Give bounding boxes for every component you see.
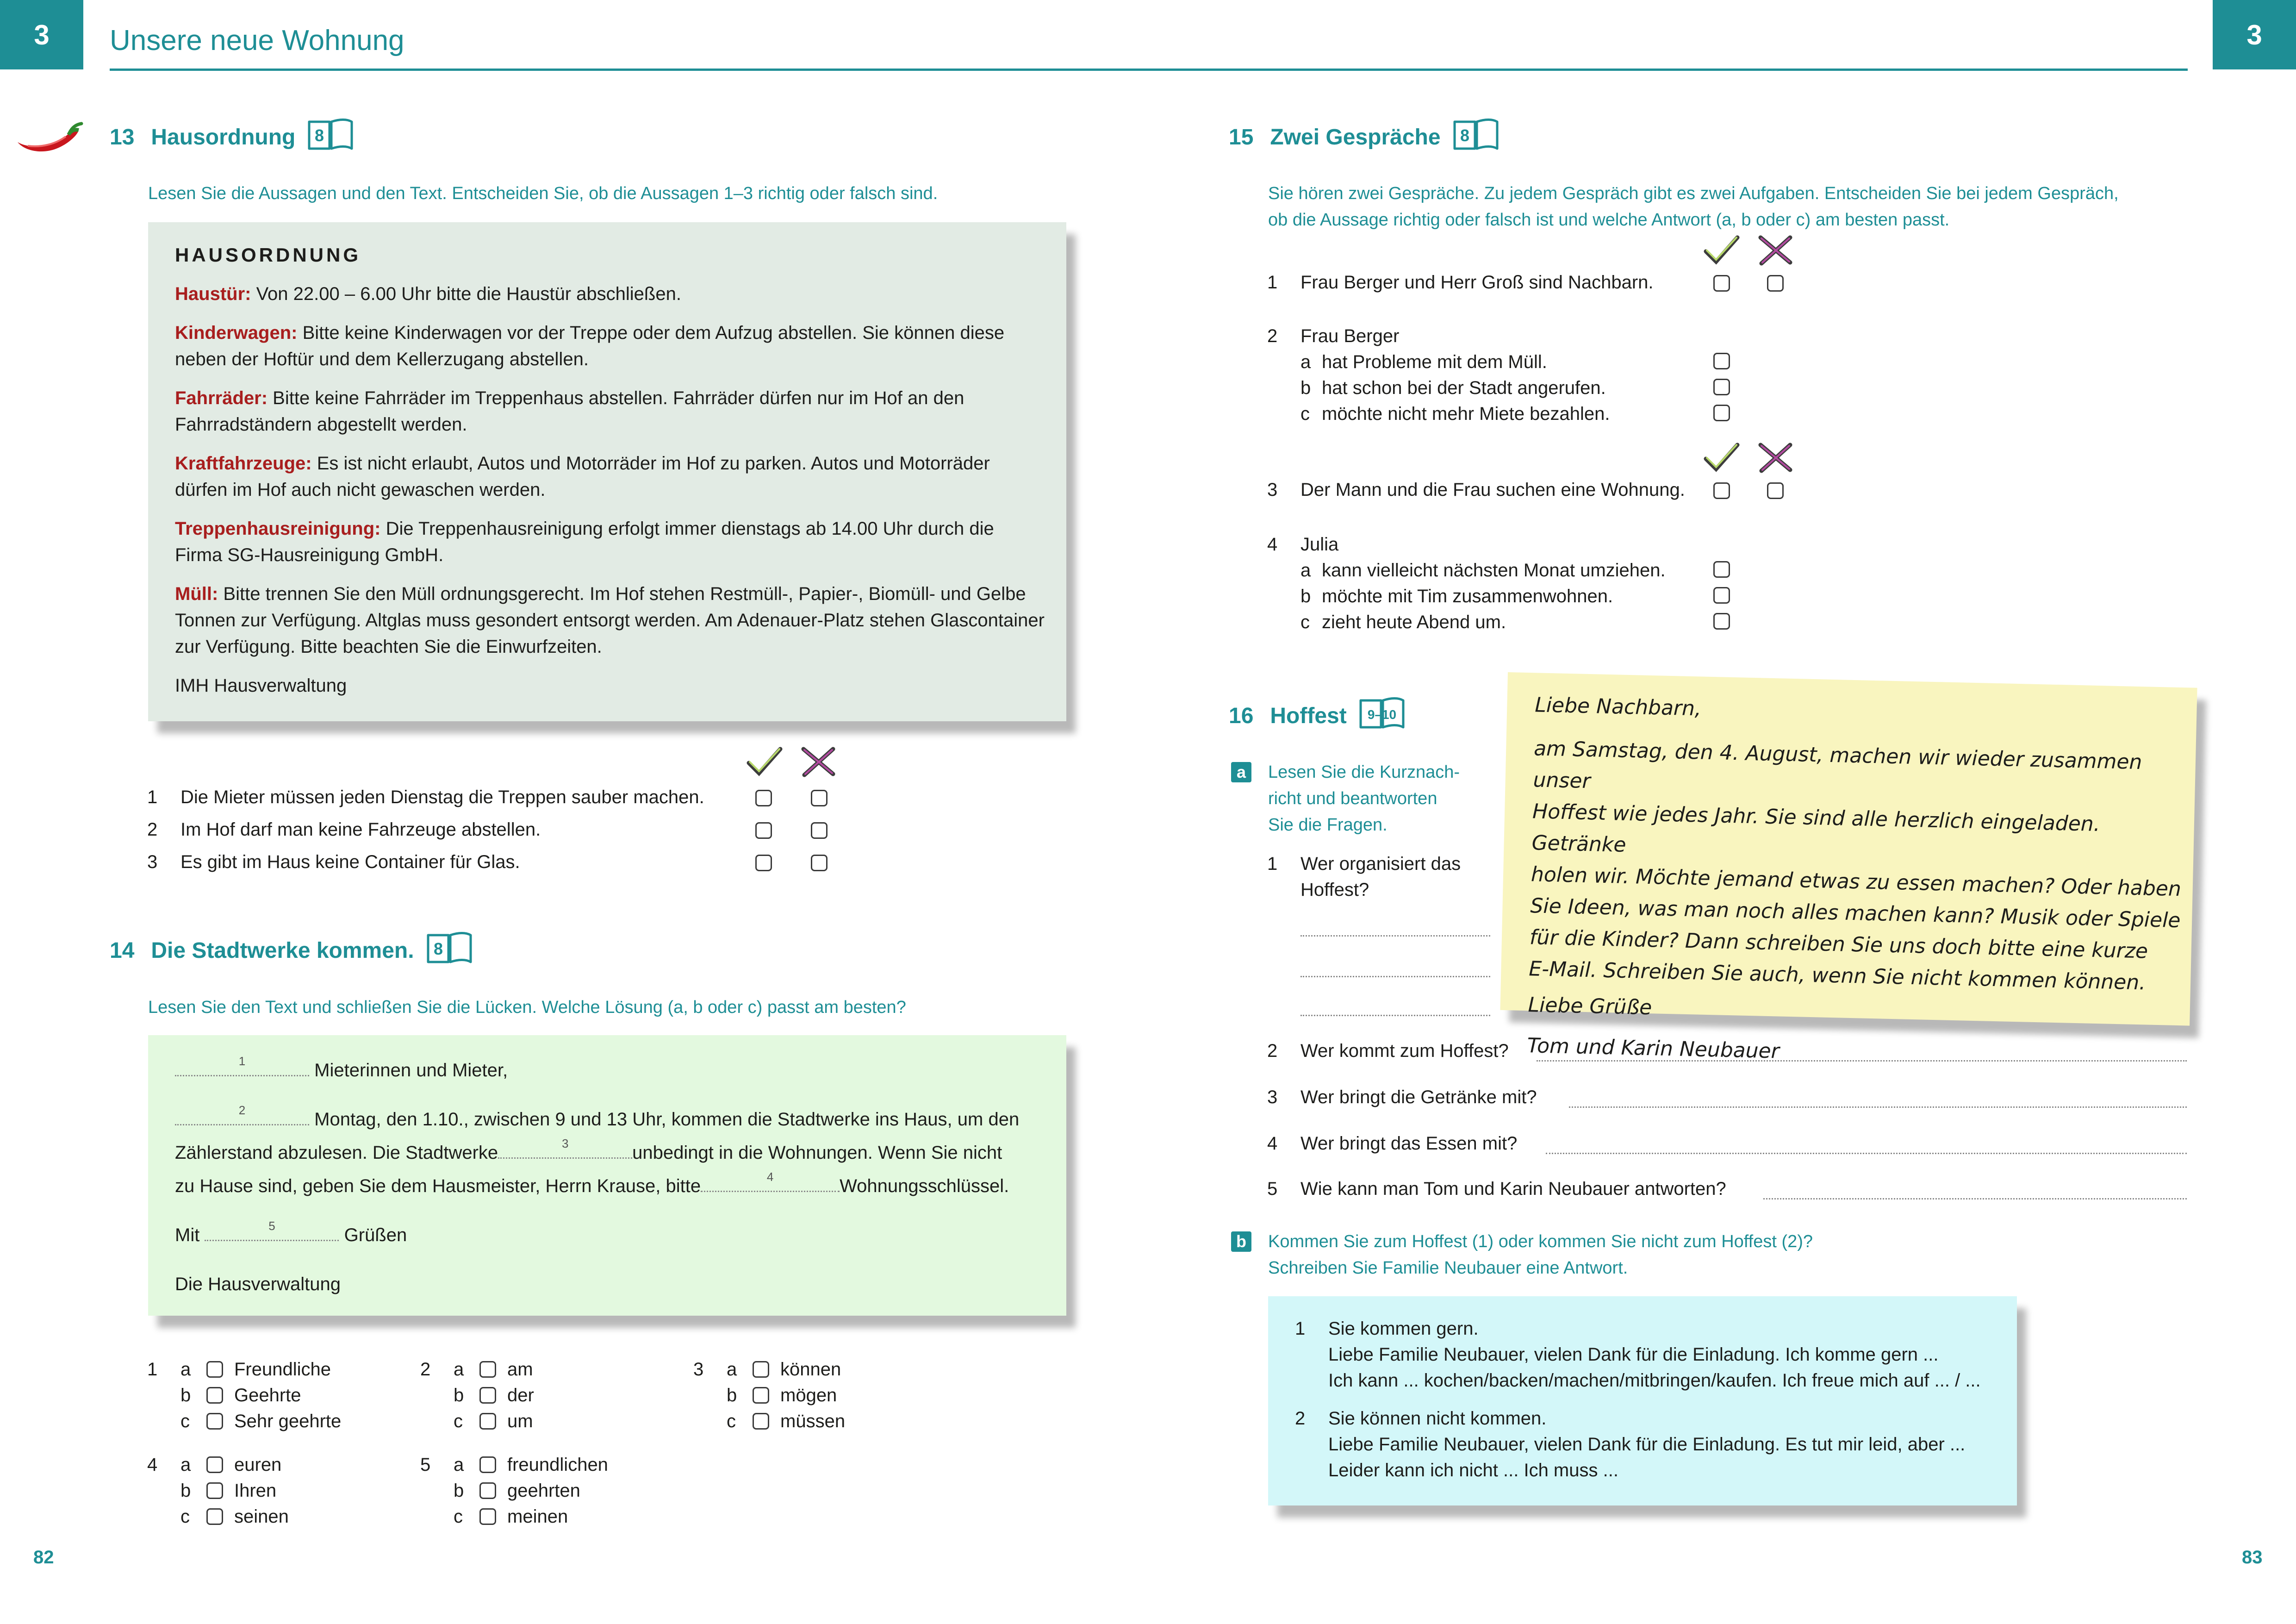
option-letter: c — [454, 1411, 463, 1431]
instruction-line: ob die Aussage richtig oder falsch ist und welche Antwort (a, b oder c) am besten passt. — [1268, 210, 1950, 230]
book-icon — [1359, 697, 1405, 735]
option-checkbox[interactable] — [479, 1482, 496, 1499]
option-number: 2 — [1295, 1408, 1306, 1429]
question-2 — [1267, 323, 1610, 427]
question-text: Wie kann man Tom und Karin Neubauer antworten? — [1300, 1179, 1726, 1199]
option-text: freundlichen — [507, 1455, 608, 1475]
rule-paragraph — [175, 385, 1045, 438]
rule-text: Die Treppenhausreinigung erfolgt immer dienstags ab 14.00 Uhr durch die Firma SG-Hausreinigung GmbH. — [175, 518, 994, 565]
chapter-title: Unsere neue Wohnung — [110, 25, 404, 56]
gap-number: 4 — [766, 1170, 774, 1184]
false-checkbox[interactable] — [1767, 482, 1784, 499]
section-number: 14 — [110, 938, 135, 963]
option-line: Ich kann ... kochen/backen/machen/mitbringen/kaufen. Ich freue mich auf ... / ... — [1328, 1370, 1981, 1391]
item-text: Es gibt im Haus keine Container für Glas. — [180, 852, 520, 872]
rule-paragraph — [175, 581, 1045, 660]
question-text: Wer kommt zum Hoffest? — [1300, 1041, 1509, 1061]
option-letter: a — [727, 1359, 737, 1380]
instruction-line: richt und beantworten — [1268, 789, 1437, 808]
question-1 — [1267, 851, 1480, 903]
task-a-instruction — [1268, 759, 1460, 838]
question-4 — [1267, 1133, 1517, 1154]
rule-label: Fahrräder: — [175, 388, 268, 408]
true-checkbox[interactable] — [1713, 275, 1730, 292]
rule-label: Kraftfahrzeuge: — [175, 453, 312, 474]
notice-text: Mit — [175, 1225, 200, 1245]
section-number: 16 — [1229, 703, 1254, 728]
option-checkbox[interactable] — [753, 1361, 769, 1378]
question-5 — [1267, 1179, 1726, 1199]
instruction-line: Sie hören zwei Gespräche. Zu jedem Gespräch gibt es zwei Aufgaben. Entscheiden Sie bei jedem Gespräch, — [1268, 184, 2119, 203]
section-14-instruction: Lesen Sie den Text und schließen Sie die Lücken. Welche Lösung (a, b oder c) passt am besten? — [148, 998, 906, 1017]
section-number: 15 — [1229, 125, 1254, 150]
option-checkbox[interactable] — [1713, 613, 1730, 630]
false-checkbox[interactable] — [811, 790, 828, 806]
book-icon — [1453, 118, 1499, 156]
task-b-tag: b — [1231, 1231, 1251, 1252]
gap-number: 1 — [238, 1054, 246, 1068]
check-mark-icon — [1703, 441, 1740, 474]
answer-line[interactable] — [1569, 1106, 2187, 1108]
item-number: 3 — [147, 852, 158, 872]
item-number: 2 — [147, 819, 158, 840]
option-checkbox[interactable] — [206, 1508, 223, 1525]
chapter-number: 3 — [2246, 19, 2262, 50]
option-letter: c — [727, 1411, 736, 1431]
gap-3 — [498, 1137, 632, 1159]
cross-mark-icon — [800, 745, 837, 778]
header-divider — [110, 69, 2188, 71]
notice-line — [175, 1054, 1054, 1087]
option-letter: a — [180, 1455, 191, 1475]
option-text: Geehrte — [234, 1385, 301, 1405]
note-line: am Samstag, den 4. August, machen wir wieder zusammen unser — [1533, 737, 2142, 793]
option-checkbox[interactable] — [1713, 379, 1730, 395]
option-text: möchte nicht mehr Miete bezahlen. — [1322, 404, 1610, 424]
book-icon — [307, 118, 354, 156]
task-b-instruction — [1268, 1229, 1813, 1281]
section-title: Zwei Gespräche — [1270, 125, 1441, 150]
option-checkbox[interactable] — [206, 1456, 223, 1473]
option-text: meinen — [507, 1506, 568, 1527]
note-line: holen wir. Möchte jemand etwas zu essen machen? Oder haben — [1531, 862, 2182, 901]
house-rules-title: HAUSORDNUNG — [175, 244, 361, 266]
option-letter: c — [180, 1411, 190, 1431]
page-number-left: 82 — [33, 1547, 54, 1568]
item-text: Frau Berger — [1300, 326, 1400, 346]
section-title: Hausordnung — [151, 125, 296, 150]
reply-options-card — [1268, 1296, 2017, 1505]
section-16-heading — [1229, 697, 1405, 735]
option-number: 5 — [420, 1455, 431, 1475]
option-number: 1 — [1295, 1318, 1306, 1339]
item-text: Der Mann und die Frau suchen eine Wohnung. — [1300, 480, 1685, 500]
option-checkbox[interactable] — [1713, 561, 1730, 578]
option-group-5 — [420, 1452, 608, 1530]
rule-text: Bitte keine Fahrräder im Treppenhaus abstellen. Fahrräder dürfen nur im Hof an den Fahrradständern abgestellt werden. — [175, 388, 964, 435]
utility-notice-card — [148, 1035, 1066, 1316]
check-mark-icon — [746, 745, 783, 778]
answer-line[interactable] — [1537, 1060, 2187, 1062]
option-text: müssen — [780, 1411, 846, 1431]
notice-line — [175, 1218, 1054, 1252]
false-checkbox[interactable] — [811, 855, 828, 871]
option-letter: c — [180, 1506, 190, 1527]
option-letter: b — [454, 1385, 464, 1405]
option-letter: a — [1300, 560, 1311, 581]
question-text: Wer organisiert das Hoffest? — [1300, 854, 1461, 900]
option-text: Freundliche — [234, 1359, 331, 1380]
note-signature: Tom und Karin Neubauer — [1527, 1034, 1780, 1063]
option-line: Sie können nicht kommen. — [1328, 1408, 1547, 1429]
note-line: für die Kinder? Dann schreiben Sie uns doch bitte eine kurze — [1529, 925, 2148, 963]
note-greeting: Liebe Nachbarn, — [1534, 693, 1702, 721]
gap-number: 3 — [561, 1137, 569, 1150]
section-13-heading — [110, 118, 354, 156]
cross-mark-icon — [1757, 441, 1794, 474]
check-mark-icon — [1703, 234, 1740, 266]
option-group-2 — [420, 1356, 534, 1434]
section-title: Die Stadtwerke kommen. — [151, 938, 414, 963]
book-page-ref: 9–10 — [1367, 707, 1396, 722]
answer-line[interactable] — [1763, 1198, 2187, 1199]
option-text: Sehr geehrte — [234, 1411, 342, 1431]
instruction-line: Sie die Fragen. — [1268, 815, 1388, 835]
option-group-3 — [693, 1356, 845, 1434]
option-line: Sie kommen gern. — [1328, 1318, 1479, 1339]
list-item — [1267, 480, 1685, 500]
reply-option — [1295, 1316, 2008, 1393]
notice-line — [175, 1136, 1054, 1169]
true-checkbox[interactable] — [755, 855, 772, 871]
item-number: 3 — [1267, 480, 1278, 500]
option-text: können — [780, 1359, 841, 1380]
question-text: Wer bringt das Essen mit? — [1300, 1133, 1518, 1154]
false-checkbox[interactable] — [1767, 275, 1784, 292]
option-text: geehrten — [507, 1480, 580, 1501]
option-checkbox[interactable] — [206, 1387, 223, 1404]
option-checkbox[interactable] — [479, 1413, 496, 1430]
notice-text: Mieterinnen und Mieter, — [314, 1060, 508, 1081]
chapter-badge-right — [2213, 0, 2296, 69]
item-number: 5 — [1267, 1179, 1278, 1199]
gap-2 — [175, 1103, 309, 1125]
notice-line — [175, 1103, 1054, 1136]
rule-text: Bitte trennen Sie den Müll ordnungsgerecht. Im Hof stehen Restmüll-, Papier-, Biomüll- und Gelbe Tonnen zur Verfügung. Altglas muss gesondert entsorgt werden. Am Adenauer-Platz stehen Glascontainer zur Verfügung. Bitte beachten Sie die Einwurfzeiten. — [175, 584, 1045, 657]
option-letter: c — [454, 1506, 463, 1527]
book-page-ref: 8 — [1460, 126, 1469, 145]
option-letter: b — [180, 1385, 191, 1405]
item-number: 2 — [1267, 1041, 1278, 1061]
cross-mark-icon — [1757, 234, 1794, 266]
list-item — [147, 852, 520, 873]
option-group-1 — [147, 1356, 341, 1434]
true-checkbox[interactable] — [1713, 482, 1730, 499]
option-text: zieht heute Abend um. — [1322, 612, 1506, 632]
option-number: 4 — [147, 1455, 158, 1475]
reply-option — [1295, 1405, 2008, 1483]
rule-paragraph — [175, 516, 1045, 568]
option-text: mögen — [780, 1385, 837, 1405]
option-line: Leider kann ich nicht ... Ich muss ... — [1328, 1460, 1618, 1480]
option-checkbox[interactable] — [479, 1387, 496, 1404]
task-a-tag: a — [1231, 762, 1251, 782]
option-letter: a — [454, 1359, 464, 1380]
item-number: 2 — [1267, 326, 1278, 346]
section-title: Hoffest — [1270, 703, 1347, 728]
item-number: 1 — [1267, 854, 1278, 874]
note-line: Hoffest wie jedes Jahr. Sie sind alle herzlich eingeladen. Getränke — [1531, 800, 2101, 857]
item-text: Julia — [1300, 534, 1339, 555]
option-number: 2 — [420, 1359, 431, 1380]
list-item — [1267, 272, 1654, 293]
note-line: E-Mail. Schreiben Sie auch, wenn Sie nicht kommen können. — [1528, 957, 2146, 995]
option-letter: b — [1300, 378, 1311, 398]
item-number: 4 — [1267, 1133, 1278, 1154]
rule-label: Haustür: — [175, 284, 251, 304]
option-number: 3 — [693, 1359, 704, 1380]
rule-paragraph — [175, 450, 1045, 503]
option-text: seinen — [234, 1506, 289, 1527]
option-letter: c — [1300, 612, 1310, 632]
option-checkbox[interactable] — [753, 1387, 769, 1404]
false-checkbox[interactable] — [811, 822, 828, 839]
option-line: Liebe Familie Neubauer, vielen Dank für die Einladung. Ich komme gern ... — [1328, 1344, 1939, 1365]
rule-paragraph — [175, 320, 1045, 373]
option-checkbox[interactable] — [753, 1413, 769, 1430]
option-text: um — [507, 1411, 533, 1431]
list-item — [147, 819, 541, 840]
notice-text: zu Hause sind, geben Sie dem Hausmeister, Herrn Krause, bitte — [175, 1176, 701, 1196]
page-number-right: 83 — [2242, 1547, 2263, 1568]
rule-text: Es ist nicht erlaubt, Autos und Motorräder im Hof zu parken. Autos und Motorräder dürfen im Hof auch nicht gewaschen werden. — [175, 453, 990, 500]
answer-line[interactable] — [1300, 976, 1490, 977]
option-text: euren — [234, 1455, 282, 1475]
chapter-number: 3 — [34, 19, 50, 50]
gap-5 — [205, 1219, 339, 1241]
rule-signature: IMH Hausverwaltung — [175, 675, 347, 696]
option-checkbox[interactable] — [479, 1456, 496, 1473]
note-body — [1529, 733, 2187, 999]
option-text: am — [507, 1359, 533, 1380]
option-checkbox[interactable] — [1713, 405, 1730, 421]
question-text: Wer bringt die Getränke mit? — [1300, 1087, 1537, 1107]
item-number: 4 — [1267, 534, 1278, 555]
option-text: Ihren — [234, 1480, 277, 1501]
chili-pepper-icon — [14, 118, 83, 155]
answer-line[interactable] — [1546, 1153, 2187, 1154]
option-letter: b — [454, 1480, 464, 1501]
note-closing: Liebe Grüße — [1528, 993, 1652, 1020]
rule-label: Treppenhausreinigung: — [175, 518, 381, 539]
option-number: 1 — [147, 1359, 158, 1380]
answer-line[interactable] — [1300, 1015, 1490, 1016]
answer-line[interactable] — [1300, 935, 1490, 937]
rule-text: Von 22.00 – 6.00 Uhr bitte die Haustür abschließen. — [251, 284, 681, 304]
option-checkbox[interactable] — [206, 1482, 223, 1499]
notice-text: Grüßen — [344, 1225, 407, 1245]
option-checkbox[interactable] — [206, 1413, 223, 1430]
instruction-line: Lesen Sie die Kurznach- — [1268, 762, 1460, 782]
notice-text: Zählerstand abzulesen. Die Stadtwerke — [175, 1143, 498, 1163]
instruction-line: Schreiben Sie Familie Neubauer eine Antwort. — [1268, 1258, 1628, 1278]
option-checkbox[interactable] — [1713, 353, 1730, 369]
book-page-ref: 8 — [433, 939, 443, 958]
book-icon — [426, 931, 473, 969]
notice-text: Montag, den 1.10., zwischen 9 und 13 Uhr, kommen die Stadtwerke ins Haus, um den — [314, 1109, 1020, 1130]
question-2 — [1267, 1041, 1509, 1062]
item-text: Frau Berger und Herr Groß sind Nachbarn. — [1300, 272, 1654, 293]
option-letter: b — [180, 1480, 191, 1501]
notice-text: Wohnungsschlüssel. — [840, 1176, 1009, 1196]
option-checkbox[interactable] — [1713, 587, 1730, 604]
notice-text: unbedingt in die Wohnungen. Wenn Sie nicht — [632, 1143, 1002, 1163]
book-page-ref: 8 — [315, 126, 324, 145]
note-line: Sie Ideen, was man noch alles machen kann? Musik oder Spiele — [1530, 894, 2181, 933]
option-checkbox[interactable] — [479, 1508, 496, 1525]
item-text: Die Mieter müssen jeden Dienstag die Treppen sauber machen. — [180, 787, 704, 807]
option-text: möchte mit Tim zusammenwohnen. — [1322, 586, 1613, 606]
section-15-instruction — [1268, 181, 2119, 233]
true-checkbox[interactable] — [755, 790, 772, 806]
item-number: 1 — [147, 787, 158, 807]
option-letter: a — [454, 1455, 464, 1475]
notice-line — [175, 1169, 1054, 1203]
gap-4 — [701, 1170, 840, 1192]
list-item — [147, 787, 704, 808]
option-text: der — [507, 1385, 534, 1405]
invitation-note — [1500, 672, 2197, 1063]
question-3 — [1267, 1087, 1537, 1108]
rule-label: Müll: — [175, 584, 218, 604]
instruction-line: Kommen Sie zum Hoffest (1) oder kommen Sie nicht zum Hoffest (2)? — [1268, 1232, 1813, 1251]
option-letter: b — [727, 1385, 737, 1405]
option-letter: a — [180, 1359, 191, 1380]
option-text: hat schon bei der Stadt angerufen. — [1322, 378, 1606, 398]
house-rules-card — [148, 222, 1066, 721]
notice-signature: Die Hausverwaltung — [175, 1274, 341, 1294]
item-number: 3 — [1267, 1087, 1278, 1107]
gap-1 — [175, 1054, 309, 1076]
option-letter: c — [1300, 404, 1310, 424]
option-checkbox[interactable] — [206, 1361, 223, 1378]
option-letter: b — [1300, 586, 1311, 606]
section-14-heading — [110, 931, 473, 969]
rule-paragraph — [175, 281, 1045, 307]
option-text: hat Probleme mit dem Müll. — [1322, 352, 1547, 372]
true-checkbox[interactable] — [755, 822, 772, 839]
rule-label: Kinderwagen: — [175, 323, 298, 343]
option-group-4 — [147, 1452, 289, 1530]
question-4 — [1267, 531, 1666, 635]
option-line: Liebe Familie Neubauer, vielen Dank für die Einladung. Es tut mir leid, aber ... — [1328, 1434, 1966, 1455]
option-text: kann vielleicht nächsten Monat umziehen. — [1322, 560, 1666, 581]
rule-text: Bitte keine Kinderwagen vor der Treppe oder dem Aufzug abstellen. Sie können diese neben der Hoftür und dem Kellerzugang abstellen. — [175, 323, 1005, 369]
gap-number: 2 — [238, 1103, 246, 1117]
item-number: 1 — [1267, 272, 1278, 293]
option-checkbox[interactable] — [479, 1361, 496, 1378]
chapter-badge-left — [0, 0, 83, 69]
section-number: 13 — [110, 125, 135, 150]
option-letter: a — [1300, 352, 1311, 372]
section-15-heading — [1229, 118, 1499, 156]
gap-number: 5 — [268, 1219, 275, 1233]
section-13-instruction: Lesen Sie die Aussagen und den Text. Entscheiden Sie, ob die Aussagen 1–3 richtig oder falsch sind. — [148, 184, 938, 203]
item-text: Im Hof darf man keine Fahrzeuge abstellen. — [180, 819, 541, 840]
